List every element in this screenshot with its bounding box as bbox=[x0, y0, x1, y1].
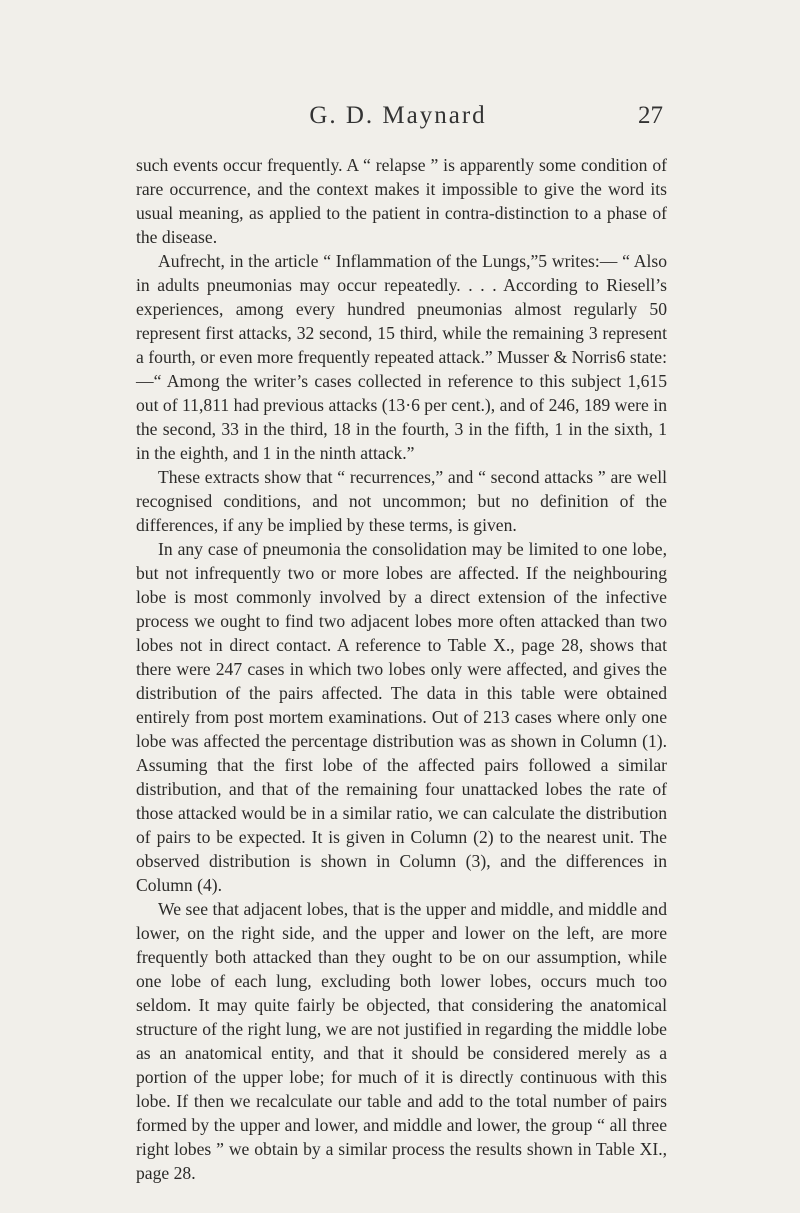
paragraph-4: In any case of pneumonia the consolidation may be limited to one lobe, but not infrequently two or more lobes are affected. If the neighbouring lobe is most commonly involved by a direct extension of the infective process we ought to find two adjacent lobes more often attacked than two lobes not in direct contact. A reference to Table X., page 28, shows that there were 247 cases in which two lobes only were affected, and gives the distribution of the pairs affected. The data in this table were obtained entirely from post mortem examinations. Out of 213 cases where only one lobe was affected the percentage distribution was as shown in Column (1). Assuming that the first lobe of the affected pairs followed a similar distribution, and that of the remaining four unattacked lobes the rate of those attacked would be in a similar ratio, we can calculate the distribution of pairs to be expected. It is given in Column (2) to the nearest unit. The observed distribution is shown in Column (3), and the differences in Column (4). bbox=[136, 539, 667, 895]
paragraph-5: We see that adjacent lobes, that is the upper and middle, and middle and lower, on the right side, and the upper and lower on the left, are more frequently both attacked than they ought to be on our assumption, while one lobe of each lung, excluding both lower lobes, occurs much too seldom. It may quite fairly be objected, that considering the anatomical structure of the right lung, we are not justified in regarding the middle lobe as an anatomical entity, and that it should be considered merely as a portion of the upper lobe; for much of it is directly continuous with this lobe. If then we recalculate our table and add to the total number of pairs formed by the upper and lower, and middle and lower, the group “ all three right lobes ” we obtain by a similar process the results shown in Table XI., page 28. bbox=[136, 899, 667, 1183]
body-text bbox=[136, 153, 667, 1185]
page-number: 27 bbox=[638, 102, 663, 129]
paragraph-3: These extracts show that “ recurrences,” and “ second attacks ” are well recognised conditions, and not uncommon; but no definition of the differences, if any be implied by these terms, is given. bbox=[136, 467, 667, 535]
paragraph-1: such events occur frequently. A “ relapse ” is apparently some condition of rare occurrence, and the context makes it impossible to give the word its usual meaning, as applied to the patient in contra-distinction to a phase of the disease. bbox=[136, 155, 667, 247]
paragraph-2: Aufrecht, in the article “ Inflammation of the Lungs,”5 writes:— “ Also in adults pneumonias may occur repeatedly. . . . According to Riesell’s experiences, among every hundred pneumonias almost regularly 50 represent first attacks, 32 second, 15 third, while the remaining 3 represent a fourth, or even more frequently repeated attack.” Musser & Norris6 state:—“ Among the writer’s cases collected in reference to this subject 1,615 out of 11,811 had previous attacks (13·6 per cent.), and of 246, 189 were in the second, 33 in the third, 18 in the fourth, 3 in the fifth, 1 in the sixth, 1 in the eighth, and 1 in the ninth attack.” bbox=[136, 251, 667, 463]
running-head bbox=[0, 102, 800, 142]
running-title: G. D. Maynard bbox=[309, 102, 487, 129]
